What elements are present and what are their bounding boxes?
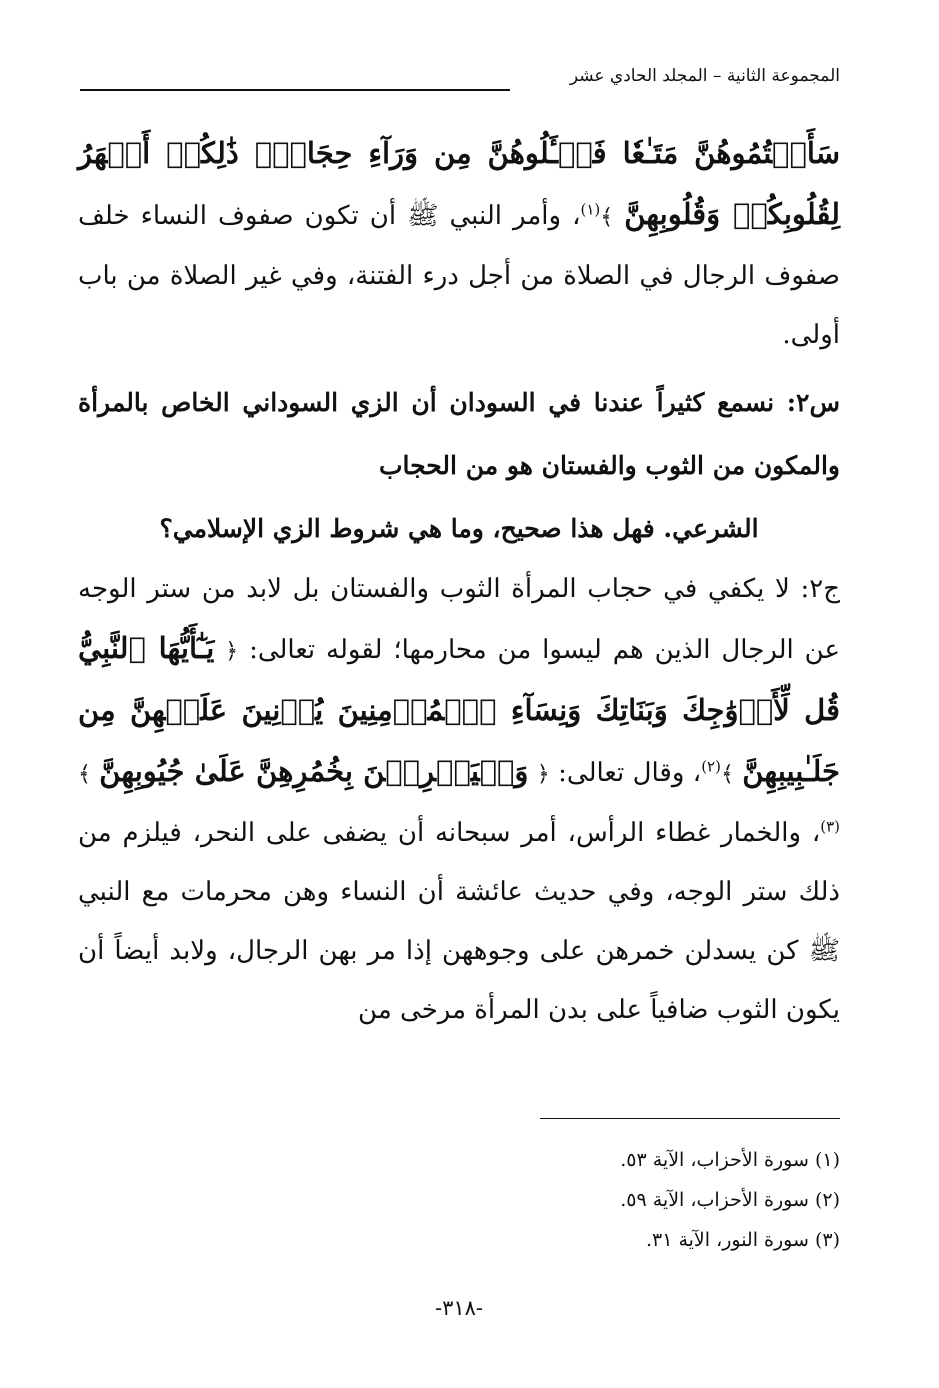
book-page [78, 56, 840, 1356]
question-text-last-line: الشرعي. فهل هذا صحيح، وما هي شروط الزي الإسلامي؟ [159, 514, 759, 543]
paragraph-text: ، وأمر النبي ﷺ أن تكون صفوف النساء خلف صفوف الرجال في الصلاة من أجل درء الفتنة، وفي غير الصلاة من باب أولى. [78, 201, 840, 350]
quran-verse: وَلۡيَضۡرِبۡنَ بِخُمُرِهِنَّ عَلَىٰ جُيُوبِهِنَّ [99, 754, 529, 788]
page-number: -٣١٨- [434, 1296, 484, 1320]
footnote: (٢) سورة الأحزاب، الآية ٥٩. [620, 1189, 840, 1211]
footnote-ref: (٢) [701, 757, 721, 776]
question-text: س٢: نسمع كثيراً عندنا في السودان أن الزي السوداني الخاص بالمرأة والمكون من الثوب والفستان هو من الحجاب [78, 388, 840, 480]
answer-text: ، والخمار غطاء الرأس، أمر سبحانه أن يضفى على النحر، فيلزم من ذلك ستر الوجه، وفي حديث عائشة أن النساء وهن محرمات مع النبي ﷺ كن يسدلن خمرهن على وجوههن إذا مر بهن الرجال، ولابد أيضاً أن يكون الثوب ضافياً على بدن المرأة مرخى من [78, 818, 840, 1025]
footnote: (١) سورة الأحزاب، الآية ٥٣. [620, 1149, 840, 1171]
footnote: (٣) سورة النور، الآية ٣١. [645, 1229, 840, 1251]
footnotes [620, 1140, 840, 1260]
footnote-rule [540, 1118, 840, 1119]
verse-close-bracket: ﴾ [720, 762, 734, 787]
verse-open-bracket: ﴿ [225, 639, 239, 664]
footnote-ref: (١) [580, 200, 601, 219]
verse-close-bracket: ﴾ [78, 762, 91, 787]
running-header: المجموعة الثانية – المجلد الحادي عشر [569, 66, 840, 86]
verse-close-bracket: ﴾ [600, 205, 614, 230]
paragraph-verse-continuation [78, 124, 840, 365]
header-rule [80, 89, 510, 91]
question-block [78, 371, 840, 560]
footnote-ref: (٣) [820, 817, 840, 836]
answer-text: ج٢: لا يكفي في حجاب المرأة الثوب والفستان بل لابد من ستر الوجه عن الرجال الذين هم ليسوا من محارمها؛ لقوله تعالى: [78, 574, 840, 665]
answer-text: ، وقال تعالى: [549, 758, 702, 788]
quran-verse: يَـٰٓأَيُّهَا ٱلنَّبِيُّ قُل لِّأَزۡوَٰجِكَ وَبَنَاتِكَ وَنِسَآءِ ٱلۡمُؤۡمِنِينَ يُدۡنِينَ عَلَيۡهِنَّ مِن جَلَـٰبِيبِهِنَّ [78, 631, 840, 788]
verse-open-bracket: ﴿ [536, 762, 550, 787]
answer-block [78, 560, 840, 1040]
main-text [78, 124, 840, 1040]
quran-verse: سَأَلۡتُمُوهُنَّ مَتَـٰعٗا فَسۡـَٔلُوهُنَّ مِن وَرَآءِ حِجَابٖۚ ذَٰلِكُمۡ أَطۡهَرُ لِقُلُوبِكُمۡ وَقُلُوبِهِنَّ [78, 136, 840, 231]
